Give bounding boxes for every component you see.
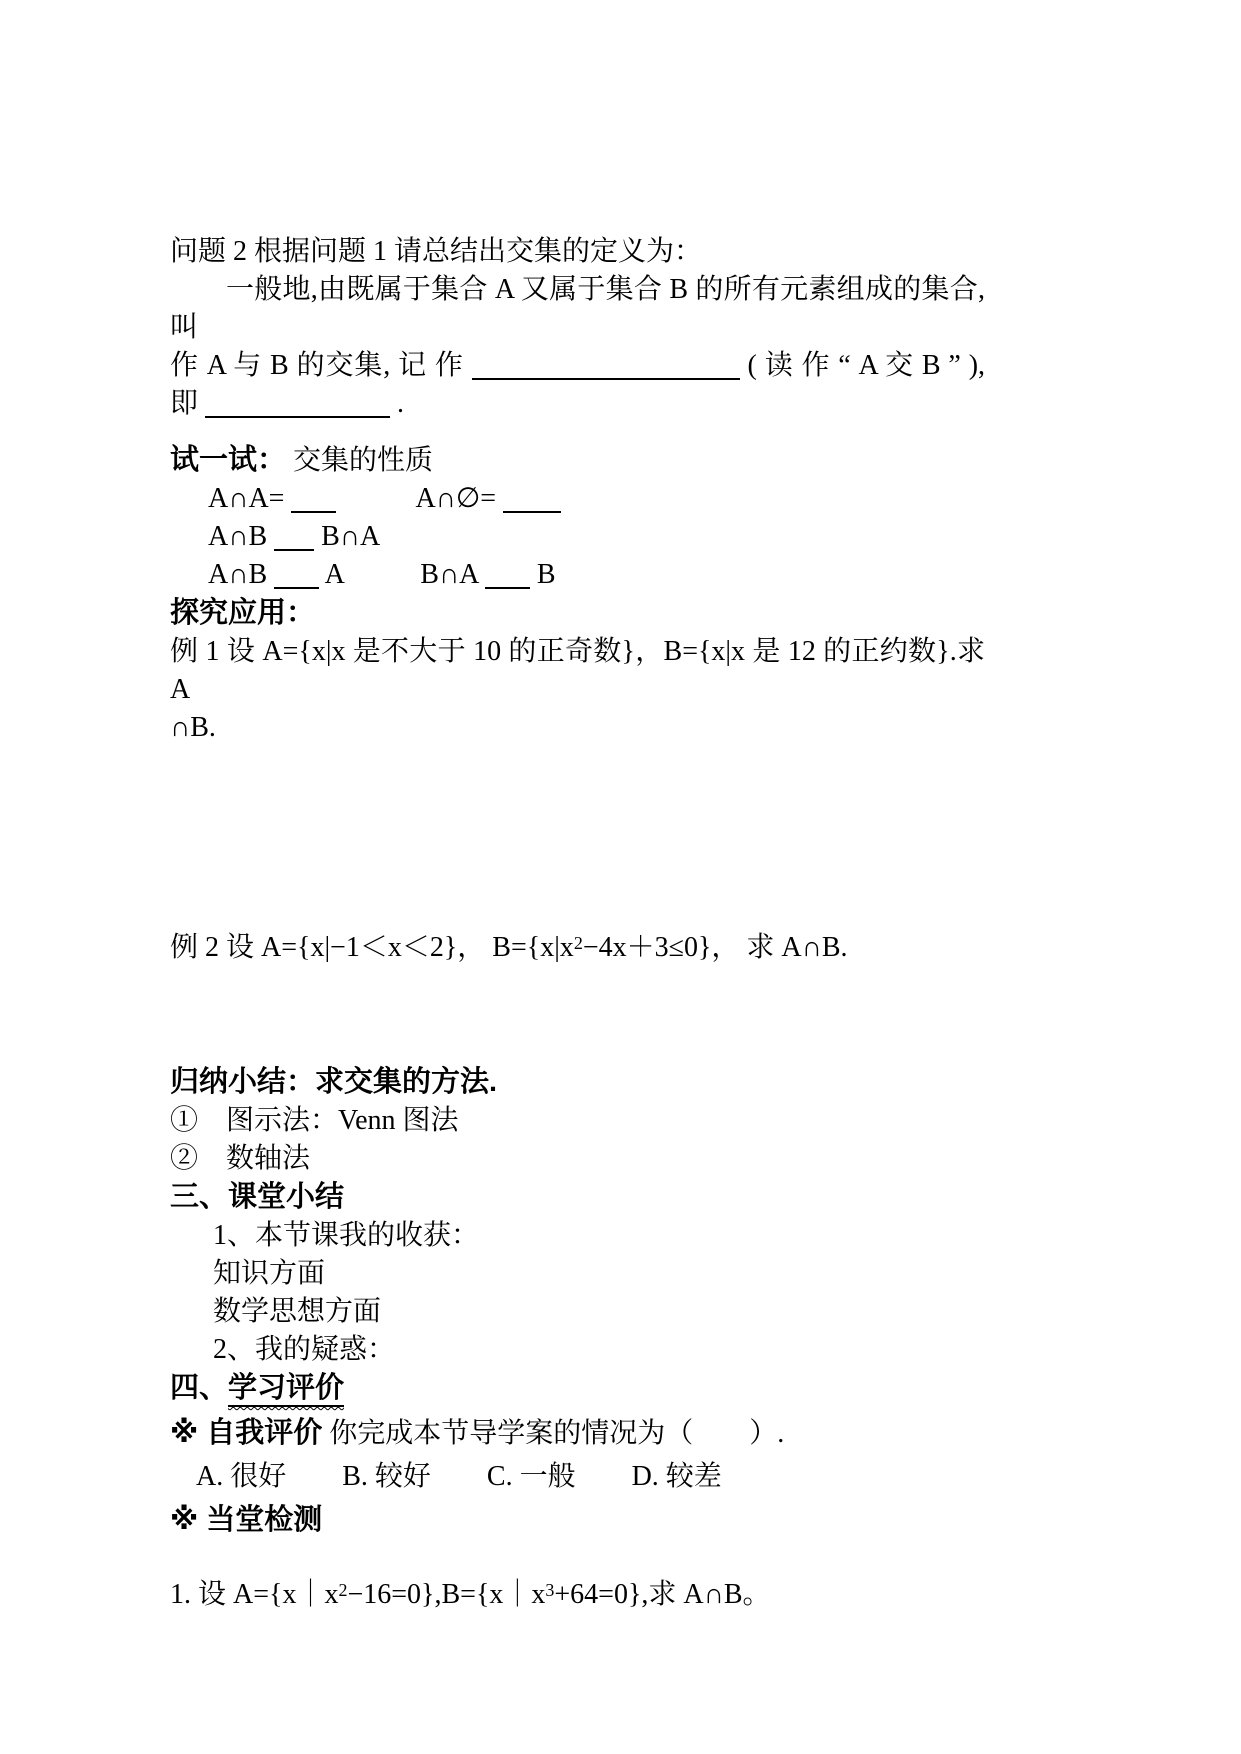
problem2-def-line1 (170, 271, 985, 347)
problem2-def-line3-pre: 即 (170, 388, 199, 419)
lesson-summary-item-2 (170, 1255, 985, 1293)
self-eval-options: A. 很好 B. 较好 C. 一般 D. 较差 (196, 1461, 722, 1492)
lesson-summary-item-3-text: 数学思想方面 (213, 1296, 382, 1327)
lesson-summary-item-1-text: 1、本节课我的收获： (213, 1220, 480, 1251)
summary-heading-line (170, 1063, 985, 1102)
lesson-summary-item-3 (170, 1293, 985, 1331)
fill-blank-definition (205, 390, 390, 418)
self-eval-line (170, 1414, 985, 1453)
self-eval-text: 你完成本节导学案的情况为（ ）. (329, 1418, 785, 1449)
lesson-summary-heading-line (170, 1178, 985, 1217)
example2-text-pre: 例 2 设 A={x|−1＜x＜2}， B={x|x (170, 932, 574, 963)
summary-heading: 归纳小结：求交集的方法. (170, 1066, 498, 1098)
quiz-q1-exponent-2: 3 (545, 1580, 555, 1600)
problem2-def-line3-post: . (397, 388, 405, 419)
evaluation-heading-line (170, 1369, 985, 1408)
try-heading-rest: 交集的性质 (293, 445, 434, 476)
lesson-summary-item-2-text: 知识方面 (213, 1258, 326, 1289)
prop-subset-right-rhs: B (536, 559, 556, 590)
explore-heading: 探究应用： (170, 597, 316, 629)
try-heading: 试一试： (170, 444, 287, 476)
prop-commutative-right: B∩A (321, 521, 381, 552)
lesson-summary-item-4-text: 2、我的疑惑： (213, 1334, 396, 1365)
prop-subset-right: B∩A (420, 559, 478, 590)
fill-blank-notation (472, 352, 740, 380)
quiz-heading-line (170, 1501, 985, 1540)
lesson-summary-item-1 (170, 1217, 985, 1255)
example2-line (170, 929, 985, 967)
fill-blank-prop3b (485, 561, 530, 589)
property-line-2 (170, 518, 985, 556)
property-line-3 (170, 556, 985, 594)
example2-exponent: 2 (573, 933, 583, 953)
problem2-def-line2-post: ( 读 作 “ A 交 B ” ), (747, 350, 986, 381)
quiz-q1-pre: 1. 设 A={x｜x (170, 1579, 339, 1610)
lesson-summary-item-4 (170, 1331, 985, 1369)
example2-text-post: −4x＋3≤0}， 求 A∩B. (582, 932, 848, 963)
prop-subset-left: A∩B (208, 559, 268, 590)
problem2-def-text: 一般地,由既属于集合 A 又属于集合 B 的所有元素组成的集合,叫 (170, 274, 985, 343)
example1-text-cont: ∩B. (170, 712, 216, 743)
problem2-def-line2 (170, 347, 985, 385)
evaluation-heading-prefix: 四、 (170, 1372, 229, 1404)
example1-line1 (170, 633, 985, 709)
prop-subset-left-rhs: A (324, 559, 344, 590)
quiz-q1-post: +64=0},求 A∩B。 (554, 1579, 771, 1610)
self-eval-options-line (170, 1458, 985, 1496)
example1-line2 (170, 709, 985, 747)
prop-a-cap-empty: A∩∅= (415, 483, 497, 514)
fill-blank-prop1a (291, 485, 336, 513)
try-heading-line (170, 441, 985, 480)
summary-item-2-text: ② 数轴法 (170, 1143, 311, 1174)
property-line-1 (170, 480, 985, 518)
lesson-summary-heading: 三、课堂小结 (170, 1181, 345, 1213)
evaluation-heading-underline-wavy (228, 1372, 344, 1407)
evaluation-heading-underlined: 学习评价 (228, 1372, 344, 1407)
summary-item-1-text: ① 图示法：Venn 图法 (170, 1105, 459, 1136)
summary-item-1 (170, 1102, 985, 1140)
quiz-q1-mid: −16=0},B={x｜x (347, 1579, 546, 1610)
quiz-heading: ※ 当堂检测 (170, 1504, 323, 1536)
problem2-title-line (170, 233, 985, 271)
prop-commutative-left: A∩B (208, 521, 268, 552)
problem2-title-text: 问题 2 根据问题 1 请总结出交集的定义为： (170, 236, 703, 267)
summary-item-2 (170, 1140, 985, 1178)
problem2-def-line3 (170, 385, 985, 423)
quiz-q1-exponent-1: 2 (338, 1580, 348, 1600)
fill-blank-prop2 (274, 523, 314, 551)
fill-blank-prop1b (503, 485, 561, 513)
self-eval-label: ※ 自我评价 (170, 1417, 323, 1449)
problem2-def-line2-pre: 作 A 与 B 的交集, 记 作 (170, 350, 464, 381)
example1-text: 例 1 设 A={x|x 是不大于 10 的正奇数}，B={x|x 是 12 的正约数}.求 A (170, 636, 985, 705)
prop-a-cap-a: A∩A= (208, 483, 285, 514)
explore-heading-line (170, 594, 985, 633)
fill-blank-prop3a (274, 561, 319, 589)
quiz-question-1-line (170, 1576, 985, 1614)
